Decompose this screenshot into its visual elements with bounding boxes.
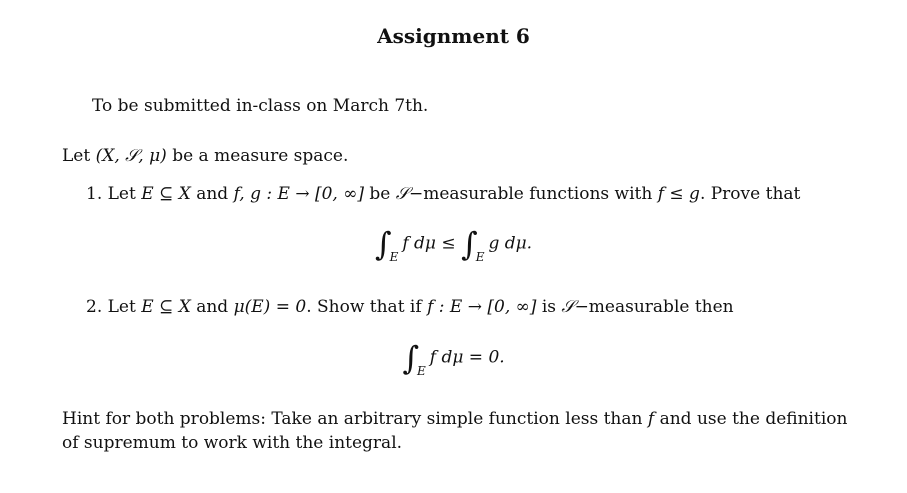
problem-2-number: 2. [86,297,103,317]
equation-right: g dμ. [488,233,533,254]
problem-1-math-b: f, g : E → [0, ∞] [233,184,365,204]
equation-left: f dμ ≤ [402,233,462,254]
integral-subscript: E [417,363,426,378]
problem-1-text-b: and [190,184,234,204]
integral-symbol: ∫ [402,339,419,377]
submission-note: To be submitted in-class on March 7th. [92,96,429,116]
problem-1-text-a: Let [107,184,142,204]
problem-2-text-a: Let [107,297,142,317]
integral-symbol: ∫ [461,225,478,263]
integral-symbol: ∫ [374,225,392,263]
problem-1-math-d: f ≤ g [657,184,700,204]
problem-1-number: 1. [86,184,103,204]
hint-math: f [647,409,655,429]
integral-subscript: E [475,249,485,264]
page-title: Assignment 6 [377,24,530,48]
hint-line-2: of supremum to work with the integral. [62,433,403,453]
hint-line-1 [62,409,847,429]
intro-line [62,146,348,166]
problem-1-text-c: be [364,184,396,204]
problem-2-text-e: −measurable then [574,297,734,317]
problem-2-math-c: f : E → [0, ∞] [427,297,537,317]
intro-suffix: be a measure space. [166,146,349,166]
problem-1-text-e: . Prove that [699,184,801,204]
problem-2-math-b: μ(E) = 0 [233,297,307,317]
problem-2-text-c: . Show that if [306,297,428,317]
equation-body: f dμ = 0. [429,347,505,368]
problem-2-statement [86,297,734,317]
problem-2-text-b: and [190,297,234,317]
problem-2-text-d: is [536,297,562,317]
problem-1-statement [86,184,800,204]
intro-prefix: Let [62,146,96,166]
integral-subscript: E [389,249,399,264]
problem-1-text-d: −measurable functions with [408,184,658,204]
problem-1-math-c: 𝒮 [395,184,409,204]
problem-2-math-a: E ⊆ X [141,297,191,317]
problem-1-equation [0,225,907,264]
measure-space: (X, 𝒮, μ) [95,146,167,166]
problem-2-equation [0,339,907,378]
hint-text-b: and use the definition [654,409,848,429]
hint-text-a: Hint for both problems: Take an arbitrary simple function less than [62,409,648,429]
problem-1-math-a: E ⊆ X [141,184,191,204]
problem-2-math-d: 𝒮 [561,297,575,317]
